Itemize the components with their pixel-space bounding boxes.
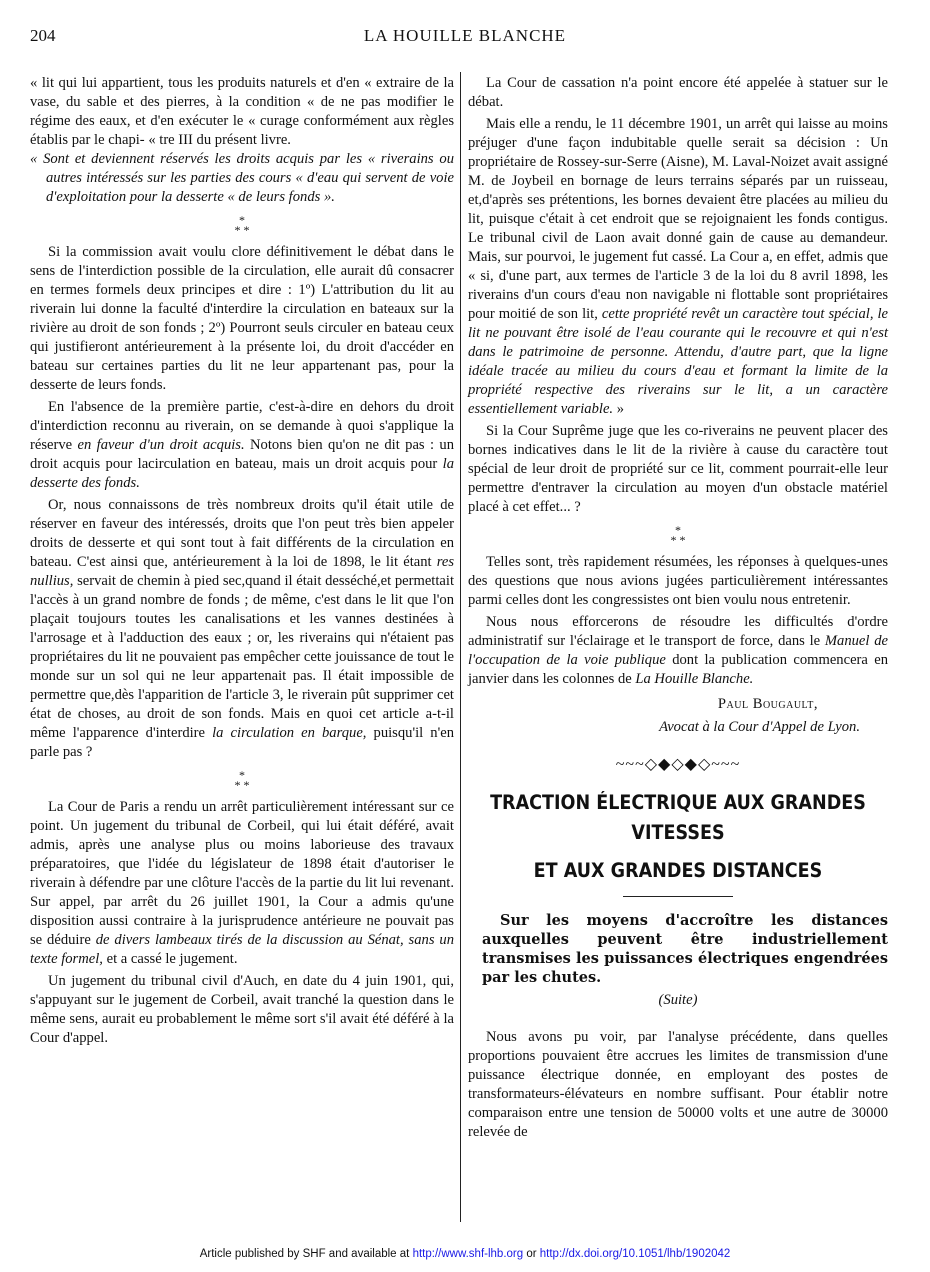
column-divider — [460, 72, 461, 1222]
paragraph: Telles sont, très rapidement résumées, les réponses à quelques-unes des questions que nous avions jugées particulièrement intéressantes parmi celles dont les congressistes ont bien voulu nous entretenir. — [468, 554, 888, 608]
running-title: LA HOUILLE BLANCHE — [363, 26, 567, 45]
title-rule — [623, 896, 733, 897]
page-header — [0, 22, 930, 50]
paragraph: En l'absence de la première partie, c'est-à-dire en dehors du droit d'interdiction reconnu au riverain, on se demande à quoi s'applique la réserve en faveur d'un droit acquis. Notons bien qu'on ne dit pas : un droit acquis pour lacirculation en bateau, mais un droit acquis pour la desserte des fonds. — [30, 399, 454, 491]
paragraph: Si la commission avait voulu clore définitivement le débat dans le sens de l'interdiction possible de la circulation, elle aurait dû consacrer en termes formels deux principes et dire : 1º) L'attribution du lit au riverain lui donne la faculté d'interdire la circulation en bateaux sur la rivière au droit de son fonds ; 2º) Pourront seuls circuler en bateau ceux qui justifieront antérieurement à la présente loi, du droit d'accéder en bateau sur certaines parties du lit ne leur appartenant pas, pour la desserte de leurs fonds. — [30, 244, 454, 393]
right-column — [468, 74, 888, 1145]
law-quote — [30, 74, 454, 207]
paragraph: Si la Cour Suprême juge que les co-riverains ne peuvent placer des bornes indicatives dans le lit de la rivière à cause du caractère tout spécial de leur droit de propriété sur ce lit, comment pourrait-elle leur permettre d'entraver la circulation au moyen d'un obstacle matériel placé à cet effet... ? — [468, 423, 888, 515]
author-role: Avocat à la Cour d'Appel de Lyon. — [659, 719, 860, 735]
footer — [0, 1248, 930, 1260]
author-name: Paul Bougault, — [717, 696, 818, 712]
section-title-line1: TRACTION ÉLECTRIQUE AUX GRANDES VITESSES — [490, 791, 866, 844]
paragraph: La Cour de Paris a rendu un arrêt particulièrement intéressant sur ce point. Un jugement du tribunal de Corbeil, qui lui était déféré, avait admis, après une analyse plus ou moins laborieuse des travaux préparatoires, que l'idée du législateur de 1898 était d'autoriser le riverain à défendre par une clôture l'accès de la partie du lit lui revenant. Sur appel, par arrêt du 26 juillet 1901, la Cour a admis qu'une disposition aussi contraire à la jurisprudence antérieure ne pouvait pas se déduire de divers lambeaux tirés de la discussion au Sénat, sans un texte formel, et a cassé le jugement. — [30, 799, 454, 967]
paragraph: Nous nous efforcerons de résoudre les difficultés d'ordre administratif sur l'éclairage et le transport de force, dans le Manuel de l'occupation de la voie publique dont la publication commencera en janvier dans les colonnes de La Houille Blanche. — [468, 614, 888, 687]
quote-paragraph: « lit qui lui appartient, tous les produits naturels et d'en « extraire de la vase, du sable et des pierres, à la condition « de ne pas modifier le régime des eaux, et d'en exécuter le « curage conformément aux règles établis par le chapi- « tre III du présent livre. — [30, 75, 454, 148]
footer-text: or — [523, 1248, 540, 1260]
signature — [468, 695, 888, 737]
quote-paragraph-italic: « Sont et deviennent réservés les droits acquis par les « riverains ou autres intéressés sur les parties des cours « d'eau qui servent de voie d'exploitation pour la desserte « de leurs fonds ». — [30, 151, 454, 205]
paragraph: Or, nous connaissons de très nombreux droits qu'il était utile de réserver en faveur des intéressés, droits que l'on peut très bien appeler droits de desserte et qui sont tout à fait différents de la circulation en bateau. C'est ainsi que, antérieurement à la loi de 1898, le lit étant res nullius, servait de chemin à pied sec,quand il était desséché,et permettait l'accès à un grand nombre de fonds ; de même, c'est dans le lit que l'on plaçait toujours toutes les canalisations et les vannes destinées à l'arrosage et à l'adduction des eaux ; or, les riverains qui n'étaient pas propriétaires du lit ne pouvaient pas empêcher cette jouissance de tout le monde sur un sol qui ne leur appartenait pas. Il était impossible de permettre que,dès l'apparition de l'article 3, le riverain pût supprimer cet état de choses, au droit de son fonds. Mais en quoi cet article a-t-il même l'apparence d'interdire la circulation en barque, puisqu'il n'en parle pas ? — [30, 497, 454, 760]
section-subtitle: Sur les moyens d'accroître les distances auxquelles peuvent être industriellement transmises les puissances électriques engendrées par les chutes. — [482, 912, 888, 986]
footer-link-doi[interactable]: http://dx.doi.org/10.1051/lhb/1902042 — [539, 1248, 731, 1260]
paragraph: Nous avons pu voir, par l'analyse précédente, dans quelles proportions pouvaient être accrues les limites de transmission d'une puissance électrique donnée, en employant des postes de transformateurs-élévateurs en nombre suffisant. Pour établir notre comparaison entre une tension de 50000 volts et une autre de 30000 relevée de — [468, 1029, 888, 1140]
asterism: * * * — [234, 768, 250, 792]
asterism: * * * — [670, 523, 686, 547]
paragraph: La Cour de cassation n'a point encore été appelée à statuer sur le débat. — [468, 75, 888, 110]
section-title-line2: ET AUX GRANDES DISTANCES — [533, 859, 823, 882]
footer-text: Article published by SHF and available at — [199, 1248, 413, 1260]
left-column — [30, 74, 454, 1051]
suite-label: (Suite) — [658, 992, 698, 1008]
paragraph: Mais elle a rendu, le 11 décembre 1901, un arrêt qui laisse au moins préjuger d'une façon indubitable quelle serait sa décision : Un propriétaire de Rossey-sur-Serre (Aisne), M. Laval-Noizet avait assigné M. de Joybeil en bornage de leurs terrains séparés par un ruisseau, et,d'après ses prétentions, les bornes devaient être placées au milieu du lit, puisque c'était à cet endroit que se rejoignaient les fonds contigus. Le tribunal civil de Laon avait donné gain de cause au demandeur. Mais, sur pourvoi, le jugement fut cassé. La Cour a, en effet, admis que « si, d'une part, aux termes de l'article 3 de la loi du 8 avril 1898, les riverains d'un cours d'eau non navigable ni flottable sont propriétaires pour moitié de son lit, cette propriété revêt un caractère tout spécial, le lit ne pouvant être isolé de l'eau courante qui le recouvre et qui n'est dans le patrimoine de personne. Attendu, d'autre part, que la ligne idéale tracée au milieu du cours d'eau et formant la limite de la propriété respective des riverains sur le lit, a un caractère essentiellement variable. » — [468, 116, 888, 417]
page-number: 204 — [30, 26, 56, 45]
footer-link-shf[interactable]: http://www.shf-lhb.org — [412, 1248, 524, 1260]
paragraph: Un jugement du tribunal civil d'Auch, en date du 4 juin 1901, qui, s'appuyant sur le jugement de Corbeil, avait tranché la question dans le même sens, aurait eu probablement le même sort s'il avait été déféré à la Cour d'appel. — [30, 973, 454, 1046]
asterism: * * * — [234, 213, 250, 237]
ornament-divider: ~~~◇◆◇◆◇~~~ — [615, 756, 741, 773]
